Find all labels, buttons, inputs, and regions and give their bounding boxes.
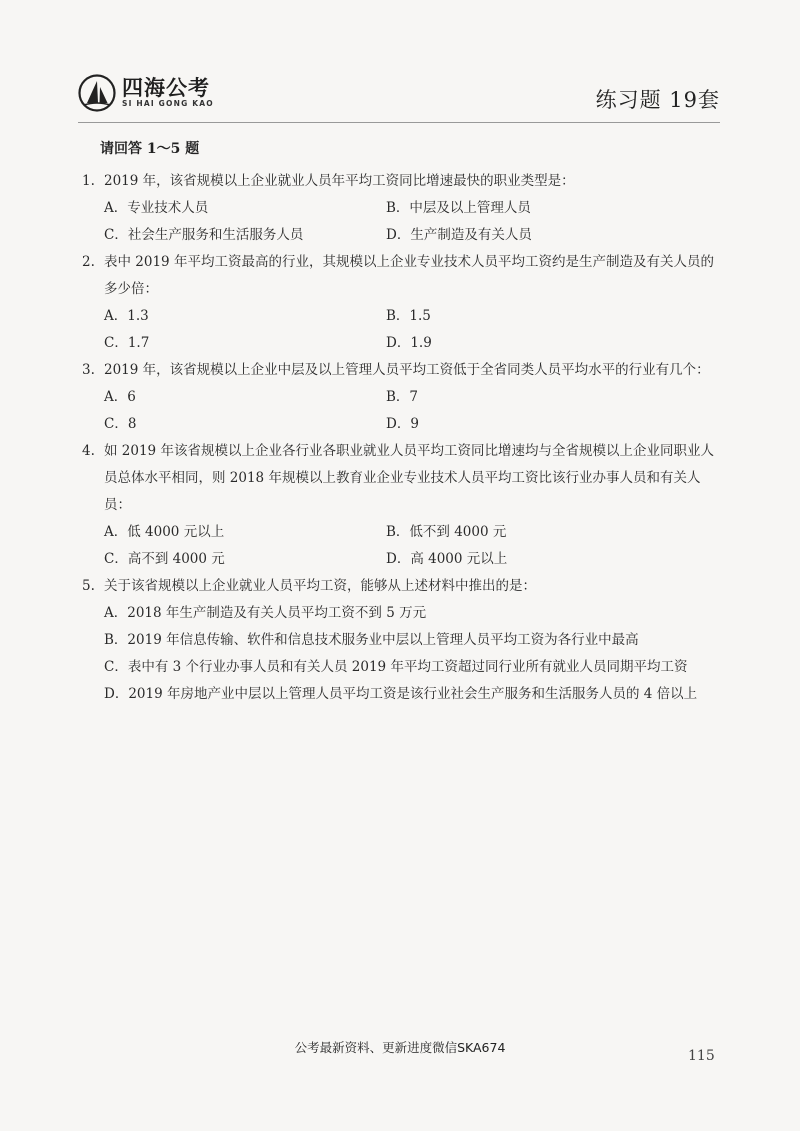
question-number: 1. [82, 173, 95, 189]
option-c: C．1.7 [104, 335, 150, 351]
exercise-set-title: 练习题 19套 [595, 88, 720, 112]
logo-sail-icon [78, 74, 116, 112]
question-5-options [82, 600, 722, 708]
option-a: A．低 4000 元以上 [104, 524, 225, 540]
option-b: B．1.5 [386, 308, 431, 324]
question-4 [82, 438, 722, 519]
question-text: 2019 年，该省规模以上企业就业人员年平均工资同比增速最快的职业类型是： [104, 173, 575, 189]
question-2-options [82, 303, 722, 357]
option-b: B．2019 年信息传输、软件和信息技术服务业中层以上管理人员平均工资为各行业中最高 [104, 632, 639, 648]
question-text: 2019 年，该省规模以上企业中层及以上管理人员平均工资低于全省同类人员平均水平的行业有几个： [104, 362, 710, 378]
logo-english-text: SI HAI GONG KAO [122, 99, 214, 108]
option-d: D．1.9 [386, 335, 432, 351]
question-3-options [82, 384, 722, 438]
question-1 [82, 168, 722, 195]
option-a: A．专业技术人员 [104, 200, 209, 216]
footer-text: 公考最新资料、更新进度微信SKA674 [294, 1040, 506, 1055]
question-text: 如 2019 年该省规模以上企业各行业各职业就业人员平均工资同比增速均与全省规模以上企业同职业人员总体水平相同，则 2018 年规模以上教育业企业专业技术人员平均工资比该行业办事人员和有关人员： [104, 443, 714, 513]
option-d: D．9 [386, 416, 419, 432]
option-d: D．高 4000 元以上 [386, 551, 508, 567]
page-number: 115 [688, 1048, 715, 1064]
question-text: 关于该省规模以上企业就业人员平均工资，能够从上述材料中推出的是： [104, 578, 536, 594]
option-d: D．生产制造及有关人员 [386, 227, 532, 243]
option-a: A．6 [104, 389, 136, 405]
question-3 [82, 357, 722, 384]
logo-chinese-text: 四海公考 [122, 76, 210, 100]
page-header [0, 0, 800, 130]
option-c: C．社会生产服务和生活服务人员 [104, 227, 304, 243]
question-number: 3. [82, 362, 95, 378]
option-a: A．1.3 [104, 308, 149, 324]
option-b: B．中层及以上管理人员 [386, 200, 531, 216]
option-c: C．表中有 3 个行业办事人员和有关人员 2019 年平均工资超过同行业所有就业人员同期平均工资 [104, 659, 688, 675]
question-1-options [82, 195, 722, 249]
question-text: 表中 2019 年平均工资最高的行业，其规模以上企业专业技术人员平均工资约是生产制造及有关人员的多少倍： [104, 254, 714, 297]
option-c: C．高不到 4000 元 [104, 551, 225, 567]
header-divider [78, 122, 720, 123]
logo [78, 74, 214, 112]
question-4-options [82, 519, 722, 573]
question-number: 4. [82, 443, 95, 459]
option-b: B．低不到 4000 元 [386, 524, 507, 540]
option-d: D．2019 年房地产业中层以上管理人员平均工资是该行业社会生产服务和生活服务人员的 4 倍以上 [104, 686, 698, 702]
option-b: B．7 [386, 389, 419, 405]
question-2 [82, 249, 722, 303]
option-c: C．8 [104, 416, 137, 432]
question-list [82, 168, 722, 708]
section-title: 请回答 1～5 题 [100, 141, 200, 157]
question-number: 5. [82, 578, 95, 594]
option-a: A．2018 年生产制造及有关人员平均工资不到 5 万元 [104, 605, 427, 621]
question-number: 2. [82, 254, 95, 270]
question-5 [82, 573, 722, 600]
